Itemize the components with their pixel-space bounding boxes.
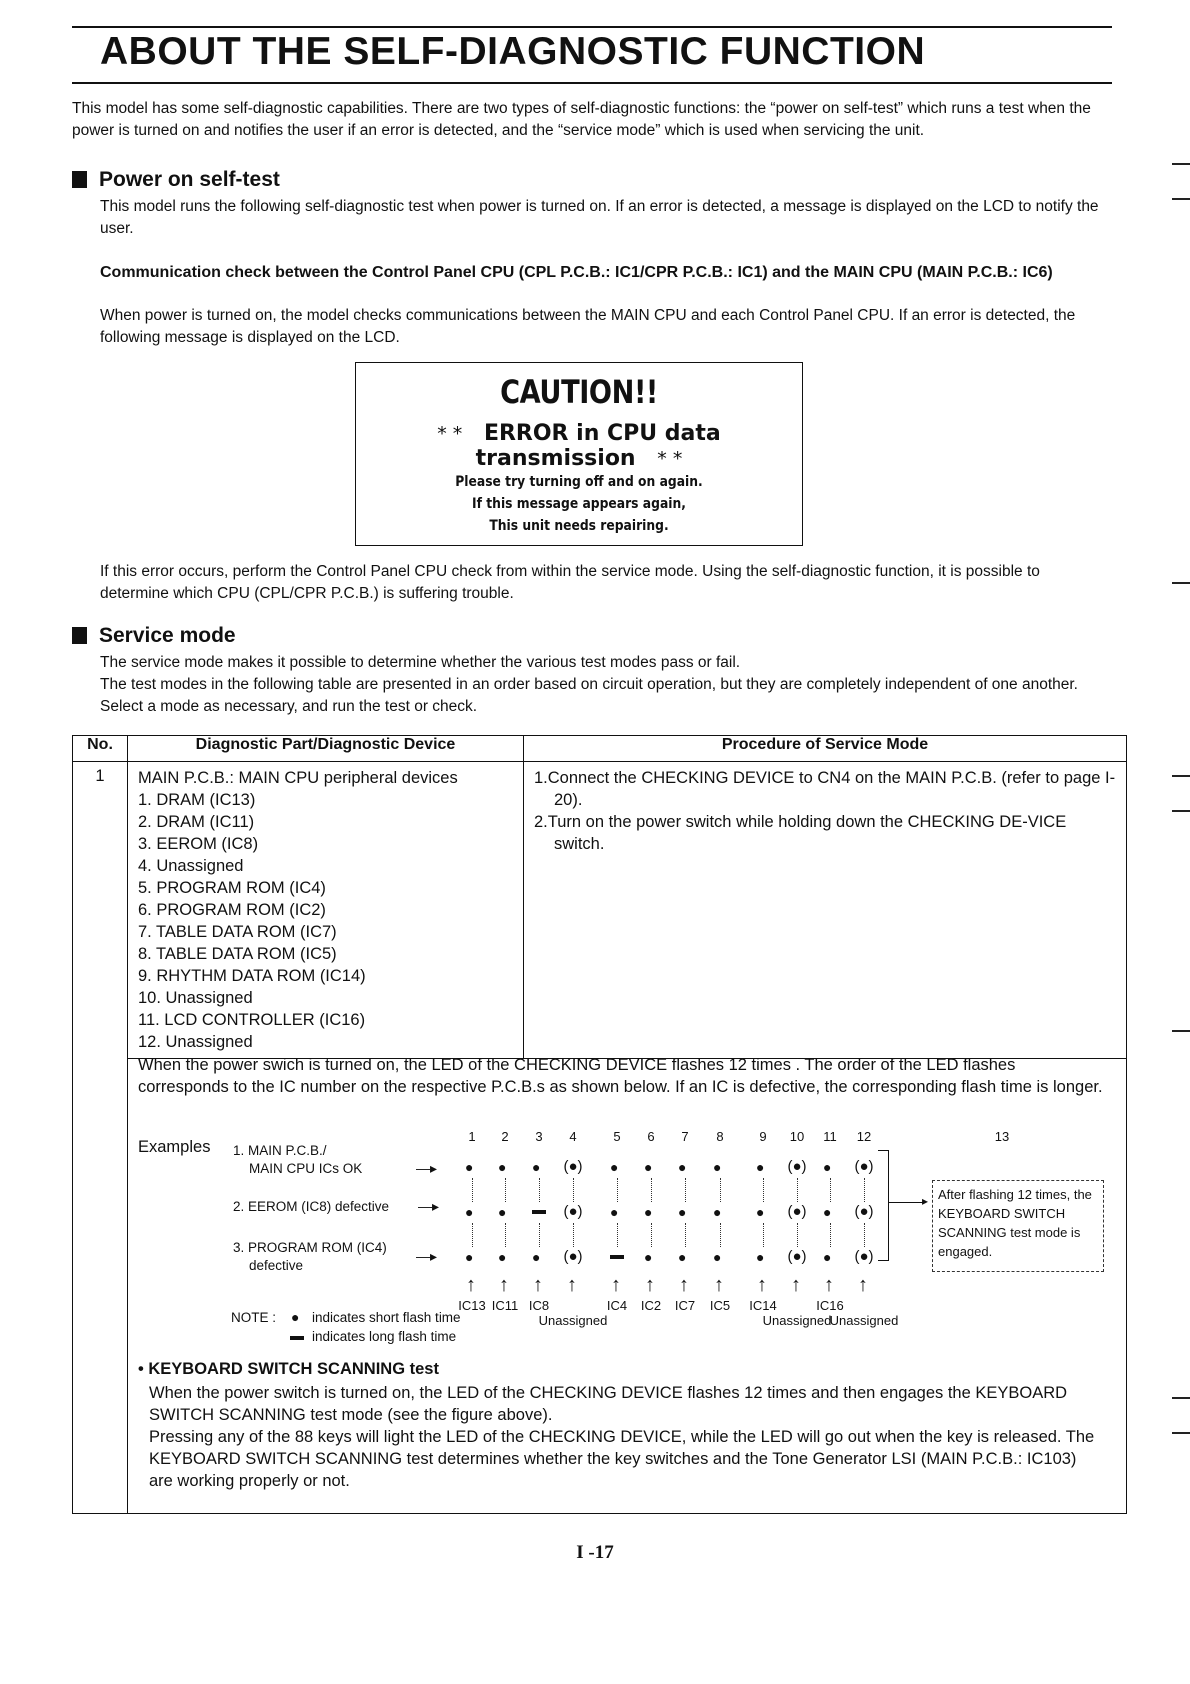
short-flash-dot-icon: ● — [644, 1249, 653, 1265]
flash-connector — [539, 1178, 540, 1202]
led-text: When the power swich is turned on, the LED of the CHECKING DEVICE flashes 12 times . The order of the LED flashes corresponds to the IC number on the respective P.C.B.s as shown below. If an IC is defective, the corresponding flash time is longer. — [138, 1056, 1103, 1096]
kb-text-2: Pressing any of the 88 keys will light the LED of the CHECKING DEVICE, while the LED will go out when the key is released. The KEYBOARD SWITCH SCANNING test determines whether the key switches and the Tone Generator LSI (MAIN P.C.B.: IC103) are working properly or not. — [149, 1428, 1095, 1490]
short-flash-dot-icon: ● — [465, 1249, 474, 1265]
flash-connector — [617, 1223, 618, 1247]
kb-text-1: When the power switch is turned on, the LED of the CHECKING DEVICE flashes 12 times and then engages the KEYBOARD SWITCH SCANNING test mode (see the figure above). — [149, 1384, 1068, 1424]
short-flash-dot-icon: ● — [610, 1204, 619, 1220]
table-row — [73, 762, 1127, 1059]
example-3-label-b: defective — [249, 1258, 304, 1273]
flash-connector — [573, 1223, 574, 1247]
arrow-up-icon: ↑ — [466, 1274, 476, 1296]
short-flash-dot-icon: (●) — [563, 1203, 583, 1220]
short-flash-dot-icon: ● — [678, 1249, 687, 1265]
example-2-label: 2. EEROM (IC8) defective — [233, 1199, 390, 1214]
flash-connector — [472, 1223, 473, 1247]
flash-connector — [573, 1178, 574, 1202]
short-flash-dot-icon: ● — [756, 1249, 765, 1265]
flash-number: 6 — [647, 1129, 655, 1144]
short-flash-dot-icon: (●) — [854, 1203, 874, 1220]
col-no-header: No. — [73, 736, 128, 762]
short-flash-dot-icon: (●) — [787, 1158, 807, 1175]
ic-label: IC2 — [640, 1298, 662, 1313]
short-flash-dot-icon: ● — [465, 1159, 474, 1175]
list-item: 6. PROGRAM ROM (IC2) — [138, 901, 326, 919]
comm-check-heading: Communication check between the Control Panel CPU (CPL P.C.B.: IC1/CPR P.C.B.: IC1) and the MAIN CPU (MAIN P.C.B.: IC6) — [100, 264, 1053, 281]
short-flash-dot-icon: (●) — [854, 1158, 874, 1175]
flash-connector — [505, 1178, 506, 1202]
list-item: 4. Unassigned — [138, 857, 244, 875]
flash-connector — [539, 1223, 540, 1247]
arrow-right-icon: —▸ — [416, 1160, 438, 1176]
procedure-step-2: 2.Turn on the power switch while holding down the CHECKING DE-VICE switch. — [534, 813, 1067, 853]
flash-connector — [505, 1223, 506, 1247]
part-list-cell — [128, 762, 524, 1059]
flash-connector — [685, 1223, 686, 1247]
power-on-text: This model runs the following self-diagnostic test when power is turned on. If an error is detected, a message is displayed on the LCD to notify the user. — [100, 198, 1099, 237]
table-header-row — [73, 736, 1127, 762]
flash-number: 7 — [681, 1129, 689, 1144]
caution-instructions — [389, 471, 768, 537]
short-flash-dot-icon: ● — [713, 1159, 722, 1175]
note-short: indicates short flash time — [312, 1310, 461, 1325]
short-flash-dot-icon: ● — [644, 1159, 653, 1175]
flash-connector — [685, 1178, 686, 1202]
edge-mark — [1172, 582, 1190, 584]
col-proc-header: Procedure of Service Mode — [524, 736, 1127, 762]
bracket — [878, 1150, 889, 1261]
ic-label: IC7 — [674, 1298, 696, 1313]
arrow-up-icon: ↑ — [645, 1274, 655, 1296]
flash-connector — [864, 1178, 865, 1202]
flash-number: 3 — [535, 1129, 543, 1144]
row-number: 1 — [73, 762, 128, 1514]
caution-title: CAUTION!! — [500, 373, 658, 411]
flash-connector — [651, 1178, 652, 1202]
caution-msg-1: Please try turning off and on again. — [455, 474, 703, 490]
list-item: 7. TABLE DATA ROM (IC7) — [138, 923, 337, 941]
caution-lcd-message — [355, 362, 803, 546]
short-flash-dot-icon: ● — [713, 1249, 722, 1265]
list-item: 8. TABLE DATA ROM (IC5) — [138, 945, 337, 963]
flash-connector — [472, 1178, 473, 1202]
edge-mark — [1172, 1030, 1190, 1032]
list-item: 5. PROGRAM ROM (IC4) — [138, 879, 326, 897]
ic-label: IC13 — [458, 1298, 486, 1313]
part-list — [138, 767, 513, 1053]
short-flash-dot-icon: (●) — [854, 1248, 874, 1265]
arrow-up-icon: ↑ — [567, 1274, 577, 1296]
arrow-up-icon: ↑ — [791, 1274, 801, 1296]
ic-label: IC16 — [816, 1298, 844, 1313]
short-flash-dot-icon: ● — [823, 1249, 832, 1265]
flash-connector — [864, 1223, 865, 1247]
arrow-up-icon: ↑ — [611, 1274, 621, 1296]
caution-stars-left: * * — [437, 423, 463, 445]
unassigned-label: Unassigned — [762, 1313, 832, 1328]
long-flash-dash-icon — [290, 1336, 304, 1340]
list-item: 10. Unassigned — [138, 989, 253, 1007]
bracket-connector — [889, 1202, 925, 1203]
flash-number: 2 — [501, 1129, 509, 1144]
arrow-up-icon: ↑ — [757, 1274, 767, 1296]
flash-number: 8 — [716, 1129, 724, 1144]
caution-msg-2: If this message appears again, — [472, 496, 686, 512]
power-on-heading-text: Power on self-test — [99, 168, 280, 191]
service-mode-heading-text: Service mode — [99, 624, 236, 647]
short-flash-dot-icon: ● — [610, 1159, 619, 1175]
short-flash-dot-icon: ● — [756, 1159, 765, 1175]
power-on-heading — [72, 168, 280, 192]
note-long: indicates long flash time — [312, 1329, 457, 1344]
list-item: 11. LCD CONTROLLER (IC16) — [138, 1011, 366, 1029]
edge-mark — [1172, 1397, 1190, 1399]
short-flash-dot-icon: ● — [498, 1159, 507, 1175]
flash-connector — [797, 1223, 798, 1247]
square-bullet-icon — [72, 627, 87, 644]
flash-connector — [830, 1223, 831, 1247]
kb-heading: • KEYBOARD SWITCH SCANNING test — [138, 1360, 439, 1378]
long-flash-dash-icon — [610, 1255, 624, 1259]
edge-mark — [1172, 198, 1190, 200]
caution-msg-3: This unit needs repairing. — [489, 518, 669, 534]
arrow-up-icon: ↑ — [858, 1274, 868, 1296]
flash-number: 12 — [856, 1129, 872, 1144]
list-item: 12. Unassigned — [138, 1033, 253, 1051]
caution-error: ERROR in CPU data transmission — [475, 421, 721, 471]
short-flash-dot-icon: ● — [291, 1309, 300, 1325]
arrow-right-icon: —▸ — [416, 1248, 438, 1264]
short-flash-dot-icon: ● — [713, 1204, 722, 1220]
page-number: I -17 — [576, 1542, 614, 1563]
after-error-text: If this error occurs, perform the Control Panel CPU check from within the service mode. Using the self-diagnostic function, it is possible to determine which CPU (CPL/CPR P.C.B.) is suffering trouble. — [100, 563, 1040, 602]
list-item: 9. RHYTHM DATA ROM (IC14) — [138, 967, 366, 985]
short-flash-dot-icon: (●) — [563, 1158, 583, 1175]
square-bullet-icon — [72, 171, 87, 188]
arrow-right-icon: —▸ — [418, 1198, 440, 1214]
example-3-label-a: 3. PROGRAM ROM (IC4) — [233, 1240, 387, 1255]
arrow-right-icon: ▸ — [922, 1194, 929, 1208]
list-item: 1. DRAM (IC13) — [138, 791, 256, 809]
flash-number: 4 — [569, 1129, 577, 1144]
flash-connector — [617, 1178, 618, 1202]
note-label: NOTE : — [231, 1310, 277, 1325]
after-flash-note: After flashing 12 times, the KEYBOARD SWITCH SCANNING test mode is engaged. — [932, 1180, 1104, 1272]
service-mode-text-2: The test modes in the following table are presented in an order based on circuit operation, but they are completely independent of one another. Select a mode as necessary, and run the test or check. — [100, 676, 1078, 715]
title-bottom-rule — [72, 82, 1112, 84]
flash-connector — [797, 1178, 798, 1202]
flash-connector — [763, 1178, 764, 1202]
flash-number: 10 — [789, 1129, 805, 1144]
short-flash-dot-icon: (●) — [563, 1248, 583, 1265]
procedure-cell — [524, 762, 1127, 1059]
flash-number: 11 — [823, 1129, 837, 1144]
list-item: 3. EEROM (IC8) — [138, 835, 259, 853]
unassigned-label: Unassigned — [538, 1313, 608, 1328]
page-title: ABOUT THE SELF-DIAGNOSTIC FUNCTION — [100, 30, 926, 73]
procedure-step-1: 1.Connect the CHECKING DEVICE to CN4 on the MAIN P.C.B. (refer to page I-20). — [534, 769, 1116, 809]
service-mode-heading — [72, 624, 236, 648]
example-1-label-a: 1. MAIN P.C.B./ — [233, 1143, 327, 1158]
long-flash-dash-icon — [532, 1210, 546, 1214]
unassigned-label: Unassigned — [829, 1313, 899, 1328]
edge-mark — [1172, 163, 1190, 165]
short-flash-dot-icon: ● — [678, 1159, 687, 1175]
flash-number: 1 — [468, 1129, 476, 1144]
caution-stars-right: * * — [657, 448, 683, 470]
flash-number: 13 — [994, 1129, 1010, 1144]
short-flash-dot-icon: (●) — [787, 1203, 807, 1220]
col-part-header: Diagnostic Part/Diagnostic Device — [128, 736, 524, 762]
flash-number: 9 — [759, 1129, 767, 1144]
edge-mark — [1172, 810, 1190, 812]
examples-label: Examples — [138, 1138, 211, 1156]
service-mode-text-1: The service mode makes it possible to determine whether the various test modes pass or fail. — [100, 654, 741, 671]
flash-number: 5 — [613, 1129, 621, 1144]
arrow-up-icon: ↑ — [533, 1274, 543, 1296]
arrow-up-icon: ↑ — [714, 1274, 724, 1296]
arrow-up-icon: ↑ — [499, 1274, 509, 1296]
flash-connector — [720, 1178, 721, 1202]
short-flash-dot-icon: ● — [823, 1159, 832, 1175]
short-flash-dot-icon: ● — [498, 1204, 507, 1220]
arrow-up-icon: ↑ — [679, 1274, 689, 1296]
short-flash-dot-icon: ● — [644, 1204, 653, 1220]
list-item: 2. DRAM (IC11) — [138, 813, 255, 831]
short-flash-dot-icon: ● — [532, 1159, 541, 1175]
ic-label: IC4 — [606, 1298, 628, 1313]
ic-label: IC5 — [709, 1298, 731, 1313]
caution-error-line — [356, 421, 802, 471]
short-flash-dot-icon: ● — [678, 1204, 687, 1220]
list-item: MAIN P.C.B.: MAIN CPU peripheral devices — [138, 769, 458, 787]
example-1-label-b: MAIN CPU ICs OK — [249, 1161, 363, 1176]
arrow-up-icon: ↑ — [824, 1274, 834, 1296]
short-flash-dot-icon: ● — [498, 1249, 507, 1265]
short-flash-dot-icon: ● — [823, 1204, 832, 1220]
ic-label: IC14 — [749, 1298, 777, 1313]
short-flash-dot-icon: ● — [532, 1249, 541, 1265]
comm-check-text: When power is turned on, the model checks communications between the MAIN CPU and each Control Panel CPU. If an error is detected, the following message is displayed on the LCD. — [100, 307, 1076, 346]
short-flash-dot-icon: (●) — [787, 1248, 807, 1265]
short-flash-dot-icon: ● — [756, 1204, 765, 1220]
flash-connector — [830, 1178, 831, 1202]
ic-label: IC8 — [528, 1298, 550, 1313]
title-top-rule — [72, 26, 1112, 28]
edge-mark — [1172, 1432, 1190, 1434]
flash-connector — [763, 1223, 764, 1247]
ic-label: IC11 — [491, 1298, 519, 1313]
edge-mark — [1172, 775, 1190, 777]
flash-connector — [651, 1223, 652, 1247]
flash-connector — [720, 1223, 721, 1247]
short-flash-dot-icon: ● — [465, 1204, 474, 1220]
intro-paragraph: This model has some self-diagnostic capabilities. There are two types of self-diagnostic functions: the “power on self-test” which runs a test when the power is turned on and notifies the user if an error is detected, and the “service mode” which is used when servicing the unit. — [72, 100, 1091, 139]
